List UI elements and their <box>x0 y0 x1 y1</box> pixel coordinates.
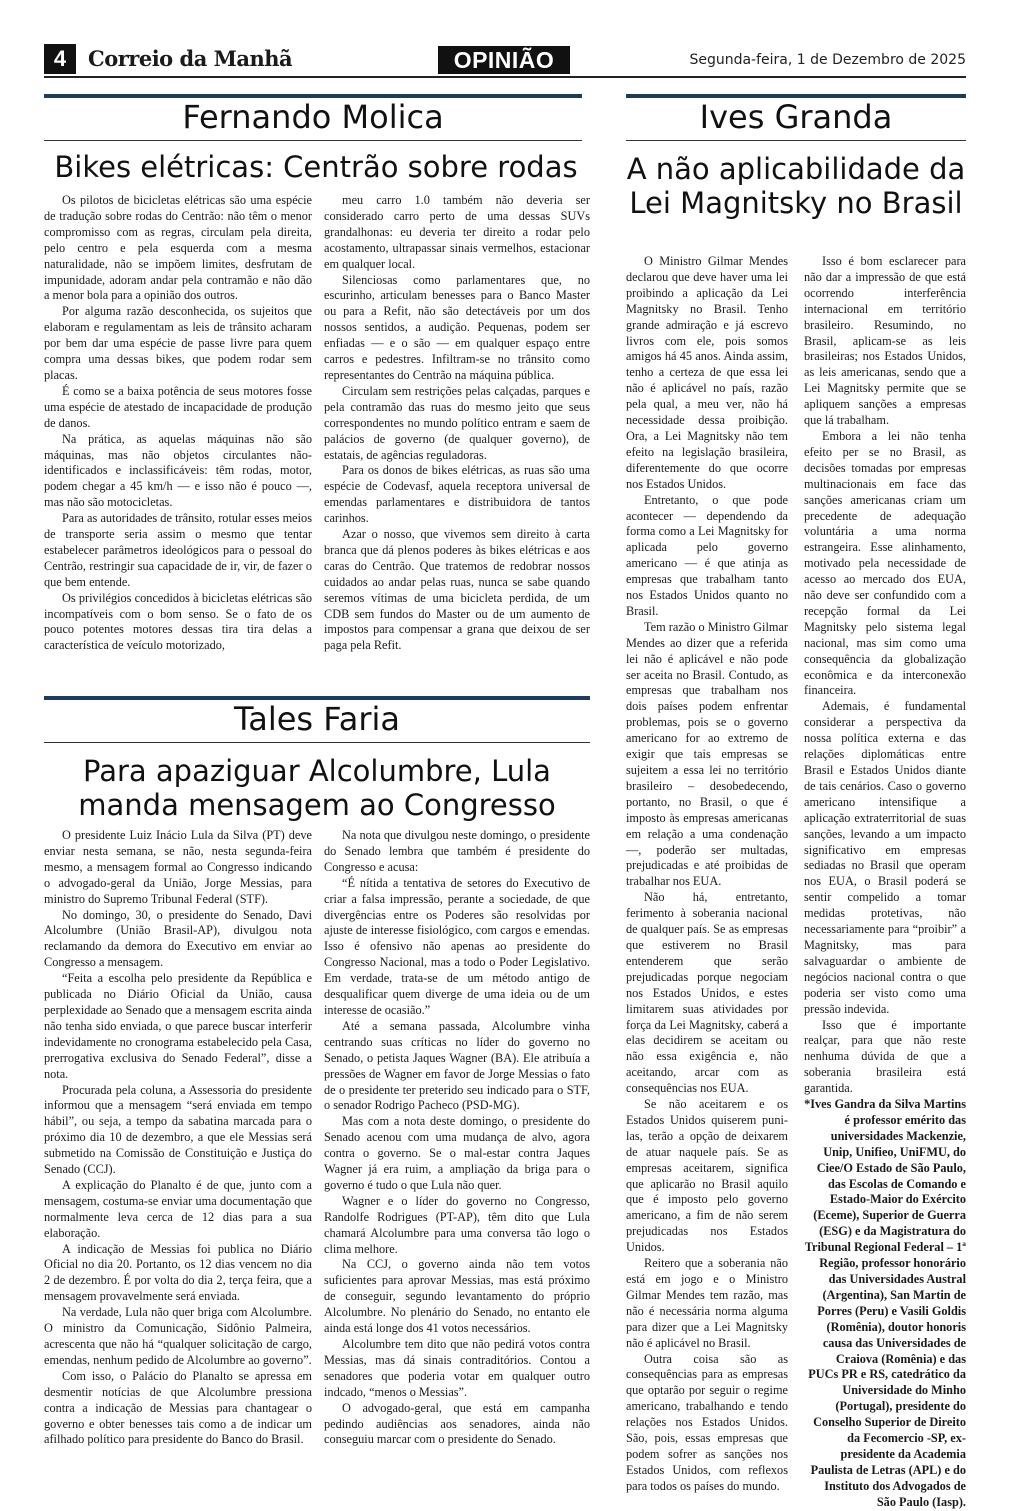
paragraph: É como se a baixa potência de seus motores fosse uma espécie de atestado de incapacidade de produção de danos. <box>44 383 312 430</box>
molica-headline: Bikes elétricas: Centrão sobre rodas <box>54 150 578 184</box>
paragraph: Silenciosas como parlamentares que, no escurinho, articulam benesses para o Banco Master ou para a Refit, não são detectáveis por um dos nossos sentidos, a audição. Pequenas, podem ser enfiadas — e o são — em qualquer espaço entre carros e pedestres. Infiltram-se no trânsito como representantes do Centrão na máquina pública. <box>324 272 590 382</box>
paragraph: Na prática, as aquelas máquinas não são máquinas, mas não objetos circulantes não-identificados e inclassificáveis: têm rodas, motor, podem chegar a 45 km/h — e isso não é pouco —, mas não são motocicletas. <box>44 431 312 510</box>
paragraph: Para as autoridades de trânsito, rotular esses meios de transporte seria assim o mesmo que tentar estabelecer parâmetros ideológicos para o pessoal do Centrão, restringir sua capacidade de ir, vir, de fazer o que bem entende. <box>44 511 312 589</box>
faria-column-2 <box>324 828 590 1448</box>
paragraph: Circulam sem restrições pelas calçadas, parques e pela contramão das ruas do mesmo jeito que seus correspondentes no mundo político entram e saem de palácios de governo (de qualquer governo), de estatais, de agências reguladoras. <box>324 383 590 462</box>
header-divider <box>44 76 966 78</box>
molica-author: Fernando Molica <box>182 98 444 136</box>
granda-author: Ives Granda <box>699 98 893 136</box>
granda-column-1 <box>626 254 788 1495</box>
paragraph: A indicação de Messias foi publica no Diário Oficial no dia 20. Portanto, os 12 dias vencem no dia 2 de dezembro. É por volta do dia 2, terça feira, que a mensagem provavelmente será enviada. <box>44 1241 312 1304</box>
paragraph: O advogado-geral, que está em campanha pedindo audiências aos senadores, ainda não conseguiu marcar com o presidente do Senado. <box>324 1400 590 1447</box>
paragraph: A explicação do Planalto é de que, junto com a mensagem, costuma-se enviar uma documentação que normalmente leva cerca de 12 dias para a sua elaboração. <box>44 1177 312 1240</box>
paragraph: Reitero que a soberania não está em jogo e o Ministro Gilmar Mendes tem razão, mas não é necessária norma alguma para dizer que a Lei Magnitsky não é aplicável no Brasil. <box>626 1256 788 1350</box>
faria-column-1 <box>44 828 312 1448</box>
paragraph: Por alguma razão desconhecida, os sujeitos que elaboram e regulamentam as leis de trânsito acharam por bem dar uma espécie de passe livre para quem compra uma dessas bikes, que podem rodar sem placas. <box>44 304 312 382</box>
paragraph: Na nota que divulgou neste domingo, o presidente do Senado lembra que também é presidente do Congresso e acusa: <box>324 828 590 874</box>
paragraph: Para os donos de bikes elétricas, as ruas são uma espécie de Codevasf, aquela receptora universal de emendas parlamentares e distribuidora de tantos carinhos. <box>324 463 590 526</box>
paragraph: Procurada pela coluna, a Assessoria do presidente informou que a mensagem “será enviada em tempo hábil”, ou seja, a tempo da sabatina marcada para o próximo dia 10 de dezembro, a que ele Messias será submetido na Comissão de Constituição e Justiça do Senado (CCJ). <box>44 1082 312 1177</box>
paragraph: Ademais, é fundamental considerar a perspectiva da nossa política externa e das relações diplomáticas entre Brasil e Estados Unidos diante de tais cenários. Caso o governo americano intensifique a aplicação extraterritorial de suas sanções, levando a um impacto significativo em empresas sediadas no Brasil que operam nos EUA, o Brasil poderá se sentir compelido a tomar medidas protetivas, não necessariamente para “proibir” a Magnitsky, mas para salvaguardar o ambiente de negócios nacional contra o que poderia ser visto como uma pressão indevida. <box>804 699 966 1016</box>
paragraph: Tem razão o Ministro Gilmar Mendes ao dizer que a referida lei não é aplicável e não pode ser aceita no Brasil. Contudo, as empresas que trabalham nos dois países podem enfrentar problemas, pois se o governo americano for ao extremo de exigir que tais empresas se sujeitem a essa lei no território brasileiro – desobedecendo, portanto, no Brasil, o que é imposto às empresas americanas em relação a uma condenação —, poderão ser multadas, prejudicadas e até proibidas de trabalhar nos EUA. <box>626 619 788 889</box>
paragraph: Não há, entretanto, ferimento à soberania nacional de qualquer país. Se as empresas que estiverem no Brasil entenderem que serão prejudicadas porque negociam nos Estados Unidos, e estes limitarem suas atividades por força da Lei Magnitsky, caberá a elas decidirem se aceitam ou não essa exigência e, não aceitando, arcar com as consequências nos EUA. <box>626 890 788 1096</box>
molica-author-rule <box>44 140 582 141</box>
paragraph: Mas com a nota deste domingo, o presidente do Senado acenou com uma mudança de alvo, agora contra o governo. Se o mal-estar contra Jaques Wagner já era ruim, a ampliação da briga para o governo é tudo o que Lula não quer. <box>324 1114 590 1192</box>
granda-column-2 <box>804 254 966 1511</box>
paragraph: Entretanto, o que pode acontecer — dependendo da forma como a Lei Magnitsky for aplicada pelo governo americano — é que atinja as empresas que trabalham tanto nos Estados Unidos quanto no Brasil. <box>626 492 788 618</box>
paragraph: Até a semana passada, Alcolumbre vinha centrando suas críticas no líder do governo no Senado, o petista Jaques Wagner (BA). Ele atribuía a pressões de Wagner em favor de Jorge Messias o fato de o presidente ter preterido seu indicado para o STF, o senador Rodrigo Pacheco (PSD-MG). <box>324 1018 590 1113</box>
newspaper-logo: Correio da Manhã <box>88 46 293 71</box>
paragraph: “É nítida a tentativa de setores do Executivo de criar a falsa impressão, perante a sociedade, de que divergências entre os Poderes são resolvidas por ajuste de interesse fisiológico, com cargos e emendas. Isso é ofensivo não apenas ao presidente do Congresso Nacional, mas a todo o Poder Legislativo. Em verdade, trata-se de um método antigo de desqualificar quem diverge de uma ideia ou de um interesse de ocasião.” <box>324 875 590 1017</box>
paragraph: Na verdade, Lula não quer briga com Alcolumbre. O ministro da Comunicação, Sidônio Palmeira, acrescenta que não há “qualquer solicitação de cargo, emendas, nenhum pedido de Alcolumbre ao governo”. <box>44 1305 312 1367</box>
paragraph: O presidente Luiz Inácio Lula da Silva (PT) deve enviar nesta semana, se não, nesta segunda-feira mesmo, a mensagem formal ao Congresso indicando o advogado-geral da União, Jorge Messias, para ministro do Supremo Tribunal Federal (STF). <box>44 828 312 906</box>
paragraph: “Feita a escolha pelo presidente da República e publicada no Diário Oficial da União, causa perplexidade ao Senado que a mensagem escrita ainda não tenha sido enviada, o que parece buscar interferir indevidamente no cronograma estabelecido pela Casa, prerrogativa exclusiva do Senado Federal”, disse a nota. <box>44 971 312 1081</box>
faria-author-rule <box>44 742 590 743</box>
faria-headline: Para apaziguar Alcolumbre, Lula manda mensagem ao Congresso <box>78 754 556 822</box>
paragraph: Isso é bom esclarecer para não dar a impressão de que está ocorrendo interferência internacional em território brasileiro. Resumindo, no Brasil, aplicam-se as leis brasileiras; nos Estados Unidos, as leis americanas, sendo que a Lei Magnitsky permite que se apliquem sanções a empresas que lá trabalham. <box>804 254 966 428</box>
paragraph: Na CCJ, o governo ainda não tem votos suficientes para aprovar Messias, mas está próximo de conseguir, segundo levantamento do próprio Alcolumbre. No plenário do Senado, no entanto ele ainda está longe dos 41 votos necessários. <box>324 1257 590 1336</box>
paragraph: Se não aceitarem e os Estados Unidos quiserem puni-las, terão a opção de deixarem de atuar naquele país. Se as empresas aceitarem, significa que aplicarão no Brasil aquilo que é imposto pelo governo americano, a fim de não serem prejudicadas nos Estados Unidos. <box>626 1097 788 1255</box>
paragraph: Alcolumbre tem dito que não pedirá votos contra Messias, mas dá sinais contraditórios. Contou a senadores que poderia votar em qualquer outro indcado, “menos o Messias”. <box>324 1337 590 1399</box>
paragraph: Outra coisa são as consequências para as empresas que optarão por seguir o regime americano, trabalhando e tendo relações nos Estados Unidos. São, pois, essas empresas que podem sofrer as sanções nos Estados Unidos, com reflexos para todos os países do mundo. <box>626 1351 788 1493</box>
paragraph: Isso que é importante realçar, para que não reste nenhuma dúvida de que a soberania brasileira está garantida. <box>804 1017 966 1096</box>
paragraph: Embora a lei não tenha efeito per se no Brasil, as decisões tomadas por empresas multinacionais em face das sanções americanas criam um precedente de adequação voluntária a uma norma estrangeira. Esse alinhamento, motivado pela necessidade de acesso ao mercado dos EUA, não deve ser confundido com a recepção formal da Lei Magnitsky pelo sistema legal nacional, mas sim como uma consequência da globalização econômica e da interconexão financeira. <box>804 428 966 698</box>
granda-headline: A não aplicabilidade da Lei Magnitsky no Brasil <box>626 152 966 220</box>
granda-author-rule <box>626 140 966 141</box>
paragraph: O Ministro Gilmar Mendes declarou que deve haver uma lei proibindo a aplicação da Lei Magnitsky no Brasil. Tenho grande admiração e já escrevo livros com ele, pois somos amigos há 45 anos. Ainda assim, tenho a certeza de que essa lei não é aplicável no país, razão pela qual, a meu ver, não há necessidade dessa proibição. Ora, a Lei Magnitsky não tem efeito na legislação brasileira, diferentemente do que ocorre nos Estados Unidos. <box>626 254 788 491</box>
paragraph: Os pilotos de bicicletas elétricas são uma espécie de tradução sobre rodas do Centrão: não têm o menor compromisso com as regras, circulam pela direita, pelo centro e pela esquerda com a mesma naturalidade, não se impõem limites, desfrutam de impunidade, adoram andar pela contramão e não dão a menor bola para a opinião dos outros. <box>44 193 312 303</box>
faria-author: Tales Faria <box>233 700 400 738</box>
paragraph: Os privilégios concedidos à bicicletas elétricas são incompatíveis com o bom senso. Se o fato de os pouco potentes motores dessas tira tira delas a característica de veículo motorizado, <box>44 590 312 653</box>
paragraph: meu carro 1.0 também não deveria ser considerado carro perto de uma dessas SUVs grandalhonas: eu deveria ter direito a rodar pelo acostamento, ultrapassar sinais vermelhos, estacionar em qualquer local. <box>324 193 590 271</box>
page-number: 4 <box>44 44 76 74</box>
paragraph: Azar o nosso, que vivemos sem direito à carta branca que dá plenos poderes às bikes elétricas e aos caras do Centrão. Que tratemos de redobrar nossos cuidados ao andar pelas ruas, nunca se sabe quando seremos vítimas de uma bicicleta perdida, de um CDB sem fundos do Master ou de um aumento de impostos para compensar a grana que deixou de ser paga pela Refit. <box>324 527 590 653</box>
molica-column-1 <box>44 193 312 654</box>
section-label: OPINIÃO <box>438 46 570 74</box>
paragraph: Wagner e o líder do governo no Congresso, Randolfe Rodrigues (PT-AP), têm dito que Lula chamará Alcolumbre para uma conversa tão logo o clima melhore. <box>324 1193 590 1256</box>
issue-date: Segunda-feira, 1 de Dezembro de 2025 <box>689 52 966 68</box>
paragraph: Com isso, o Palácio do Planalto se apressa em desmentir notícias de que Alcolumbre pressiona contra a indicação de Messias para chantagear o governo e obter benesses tais como a de indicar um afilhado político para presidente do Banco do Brasil. <box>44 1368 312 1447</box>
paragraph: No domingo, 30, o presidente do Senado, Davi Alcolumbre (União Brasil-AP), divulgou nota reclamando da demora do Executivo em enviar ao Congresso a mensagem. <box>44 907 312 970</box>
molica-column-2 <box>324 193 590 654</box>
granda-author-bio: *Ives Gandra da Silva Martins é professor emérito das universidades Mackenzie, Unip, Unifieo, UniFMU, do Ciee/O Estado de São Paulo, das Escolas de Comando e Estado-Maior do Exército (Eceme), Superior de Guerra (ESG) e da Magistratura do Tribunal Regional Federal – 1ª Região, professor honorário das Universidades Austral (Argentina), San Martin de Porres (Peru) e Vasili Goldis (Romênia), doutor honoris causa das Universidades de Craiova (Romênia) e das PUCs PR e RS, catedrático da Universidade do Minho (Portugal), presidente do Conselho Superior de Direito da Fecomercio -SP, ex-presidente da Academia Paulista de Letras (APL) e do Instituto dos Advogados de São Paulo (Iasp). <box>804 1097 966 1509</box>
